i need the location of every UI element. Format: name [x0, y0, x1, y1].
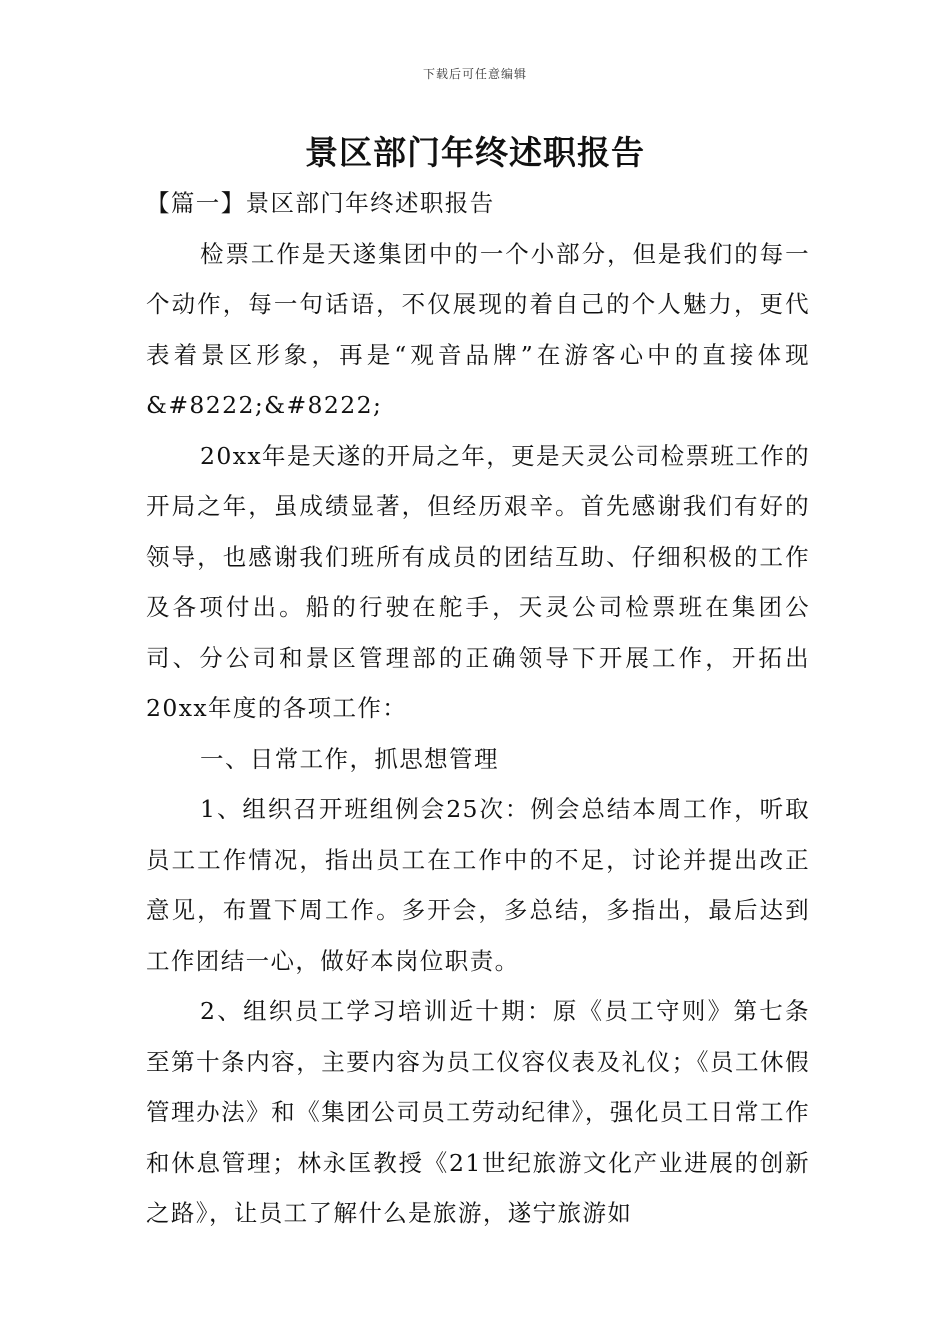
document-body — [146, 178, 810, 1239]
document-title: 景区部门年终述职报告 — [305, 133, 645, 172]
paragraph-year-summary: 20xx年是天遂的开局之年，更是天灵公司检票班工作的开局之年，虽成绩显著，但经历艰辛。首先感谢我们有好的领导，也感谢我们班所有成员的团结互助、仔细积极的工作及各项付出。船的行驶在舵手，天灵公司检票班在集团公司、分公司和景区管理部的正确领导下开展工作，开拓出20xx年度的各项工作： — [146, 441, 810, 722]
paragraph-item-1: 1、组织召开班组例会25次：例会总结本周工作，听取员工工作情况，指出员工在工作中的不足，讨论并提出改正意见，布置下周工作。多开会，多总结，多指出，最后达到工作团结一心，做好本岗位职责。 — [146, 795, 810, 975]
subheading-daily-work: 一、日常工作，抓思想管理 — [200, 744, 499, 773]
paragraph-intro: 检票工作是天遂集团中的一个小部分，但是我们的每一个动作，每一句话语，不仅展现的着自己的个人魅力，更代表着景区形象，再是“观音品牌”在游客心中的直接体现&#8222;&#8222; — [146, 239, 810, 419]
paragraph-item-2: 2、组织员工学习培训近十期：原《员工守则》第七条至第十条内容，主要内容为员工仪容仪表及礼仪；《员工休假管理办法》和《集团公司员工劳动纪律》，强化员工日常工作和休息管理；林永匡教授《21世纪旅游文化产业进展的创新之路》，让员工了解什么是旅游，遂宁旅游如 — [146, 997, 810, 1227]
section-heading: 【篇一】景区部门年终述职报告 — [146, 189, 495, 217]
header-note: 下载后可任意编辑 — [422, 67, 527, 81]
